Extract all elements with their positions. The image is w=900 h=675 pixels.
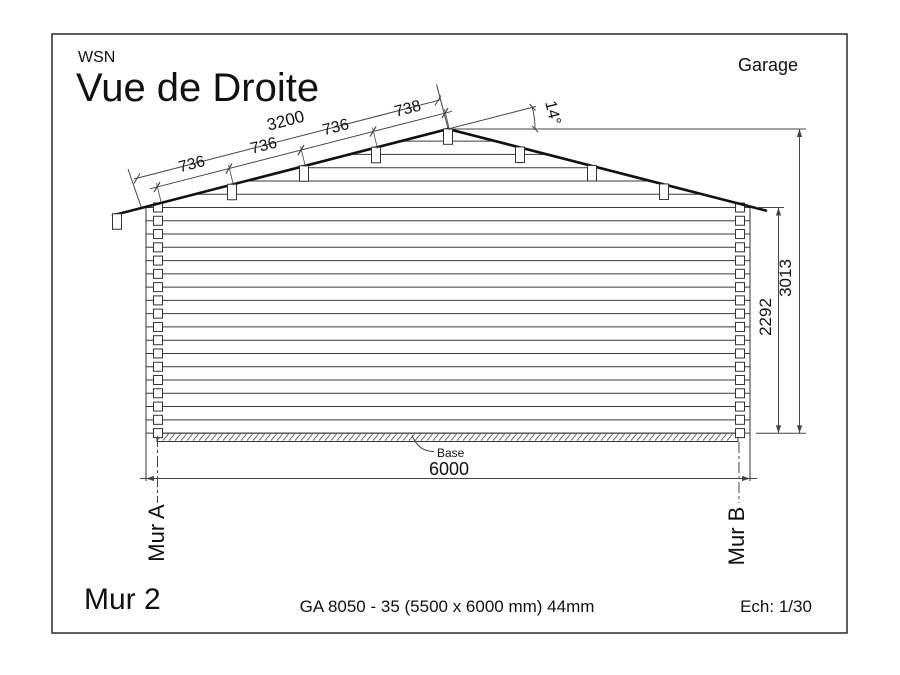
hatch-line [247, 434, 253, 441]
log-end-square [154, 216, 163, 225]
hatch-line [553, 434, 559, 441]
log-end-square [154, 243, 163, 252]
log-end-square [736, 336, 745, 345]
hatch-line [499, 434, 505, 441]
hatch-line [169, 434, 175, 441]
hatch-line [181, 434, 187, 441]
base-hatching [157, 434, 733, 441]
hatch-line [313, 434, 319, 441]
hatch-line [331, 434, 337, 441]
slope-total-tick-right [435, 96, 441, 106]
hatch-line [469, 434, 475, 441]
dim-736-label-3: 736 [320, 116, 351, 140]
hatch-line [535, 434, 541, 441]
hatch-line [379, 434, 385, 441]
hatch-line [457, 434, 463, 441]
hatch-line [685, 434, 691, 441]
log-end-square [154, 269, 163, 278]
hatch-line [511, 434, 517, 441]
hatch-line [433, 434, 439, 441]
hatch-line [235, 434, 241, 441]
page-title: Vue de Droite [76, 66, 320, 110]
dim-3013-label: 3013 [776, 259, 795, 297]
hatch-line [697, 434, 703, 441]
hatch-line [355, 434, 361, 441]
hatch-line [439, 434, 445, 441]
hatch-line [559, 434, 565, 441]
log-end-square [736, 256, 745, 265]
log-end-square [154, 230, 163, 239]
arrowhead [146, 476, 154, 481]
hatch-line [445, 434, 451, 441]
hatch-line [673, 434, 679, 441]
logo-text: WSN [78, 49, 116, 66]
dim-736-label-1: 736 [176, 153, 207, 177]
log-end-square [736, 296, 745, 305]
log-end-square [154, 376, 163, 385]
hatch-line [595, 434, 601, 441]
hatch-line [487, 434, 493, 441]
log-end-square [154, 283, 163, 292]
hatch-line [307, 434, 313, 441]
wall-planks [146, 208, 750, 434]
hatch-line [325, 434, 331, 441]
dim-6000-label: 6000 [428, 459, 470, 479]
hatch-line [349, 434, 355, 441]
log-end-square [154, 336, 163, 345]
log-end-square [154, 296, 163, 305]
arrowhead [776, 425, 781, 433]
hatch-line [187, 434, 193, 441]
hatch-line [523, 434, 529, 441]
hatch-line [295, 434, 301, 441]
hatch-line [253, 434, 259, 441]
hatch-line [463, 434, 469, 441]
angle-arc [532, 107, 535, 129]
arrowhead [797, 129, 802, 137]
hatch-line [277, 434, 283, 441]
hatch-line [583, 434, 589, 441]
hatch-line [403, 434, 409, 441]
log-end-square [736, 389, 745, 398]
hatch-line [229, 434, 235, 441]
hatch-line [385, 434, 391, 441]
hatch-line [367, 434, 373, 441]
log-end-square [736, 415, 745, 424]
log-end-square [154, 402, 163, 411]
hatch-line [301, 434, 307, 441]
log-end-square [736, 362, 745, 371]
purlin-block [372, 147, 381, 163]
hatch-line [589, 434, 595, 441]
hatch-line [619, 434, 625, 441]
hatch-line [649, 434, 655, 441]
hatch-line [715, 434, 721, 441]
hatch-line [397, 434, 403, 441]
hatch-line [217, 434, 223, 441]
hatch-line [541, 434, 547, 441]
hatch-line [721, 434, 727, 441]
hatch-line [601, 434, 607, 441]
hatch-line [691, 434, 697, 441]
hatch-line [661, 434, 667, 441]
hatch-line [667, 434, 673, 441]
log-end-square [154, 415, 163, 424]
purlin-block [444, 129, 453, 145]
roof-extension-line [448, 106, 536, 129]
hatch-line [415, 434, 421, 441]
log-end-square [736, 243, 745, 252]
bottom-center-label: GA 8050 - 35 (5500 x 6000 mm) 44mm [299, 597, 595, 616]
hatch-line [631, 434, 637, 441]
mur-b-label: Mur B [724, 506, 749, 566]
roof-angle-label: 14° [541, 99, 564, 127]
hatch-line [427, 434, 433, 441]
hatch-line [211, 434, 217, 441]
hatch-line [703, 434, 709, 441]
hatch-line [271, 434, 277, 441]
hatch-line [475, 434, 481, 441]
hatch-line [265, 434, 271, 441]
log-end-square [736, 349, 745, 358]
hatch-line [625, 434, 631, 441]
hatch-line [205, 434, 211, 441]
hatch-line [655, 434, 661, 441]
purlin-block [113, 214, 122, 230]
dim-2292-label: 2292 [756, 298, 775, 336]
hatch-line [679, 434, 685, 441]
log-end-square [736, 322, 745, 331]
hatch-line [547, 434, 553, 441]
log-end-square [154, 309, 163, 318]
purlin-block [660, 184, 669, 200]
hatch-line [391, 434, 397, 441]
hatch-line [421, 434, 427, 441]
log-end-square [736, 309, 745, 318]
hatch-line [727, 434, 733, 441]
log-end-square [154, 322, 163, 331]
dim-738-label: 738 [392, 97, 423, 121]
hatch-line [289, 434, 295, 441]
hatch-line [361, 434, 367, 441]
hatch-line [643, 434, 649, 441]
hatch-line [259, 434, 265, 441]
corner-label: Garage [737, 55, 799, 75]
log-end-square [736, 402, 745, 411]
arrowhead [742, 476, 750, 481]
hatch-line [577, 434, 583, 441]
hatch-line [319, 434, 325, 441]
scale-label: Ech: 1/30 [740, 597, 812, 616]
log-end-square [736, 376, 745, 385]
hatch-line [613, 434, 619, 441]
hatch-line [283, 434, 289, 441]
purlin-block [516, 147, 525, 163]
mur-a-label: Mur A [144, 504, 169, 562]
slope-dim-ext-apex [437, 85, 449, 129]
hatch-line [571, 434, 577, 441]
hatch-line [637, 434, 643, 441]
purlin-block [300, 166, 309, 182]
hatch-line [337, 434, 343, 441]
hatch-line [517, 434, 523, 441]
hatch-line [163, 434, 169, 441]
hatch-line [199, 434, 205, 441]
hatch-line [709, 434, 715, 441]
log-end-square [736, 283, 745, 292]
base-label: Base [437, 446, 465, 460]
hatch-line [481, 434, 487, 441]
log-end-square [154, 362, 163, 371]
hatch-line [451, 434, 457, 441]
arrowhead [797, 425, 802, 433]
log-end-square [736, 269, 745, 278]
hatch-line [529, 434, 535, 441]
log-end-square [154, 349, 163, 358]
purlin-block [228, 184, 237, 200]
arrowhead [776, 208, 781, 216]
dim-736-label-2: 736 [248, 134, 279, 158]
hatch-line [175, 434, 181, 441]
hatch-line [373, 434, 379, 441]
hatch-line [193, 434, 199, 441]
purlin-block [588, 165, 597, 181]
bottom-left-label: Mur 2 [84, 583, 161, 616]
log-end-square [154, 389, 163, 398]
log-end-square [154, 256, 163, 265]
roof-line [113, 129, 766, 215]
hatch-line [493, 434, 499, 441]
log-end-square [736, 429, 745, 438]
hatch-line [505, 434, 511, 441]
log-end-square [736, 216, 745, 225]
hatch-line [241, 434, 247, 441]
hatch-line [607, 434, 613, 441]
log-end-square [736, 230, 745, 239]
hatch-line [565, 434, 571, 441]
hatch-line [223, 434, 229, 441]
hatch-line [343, 434, 349, 441]
dim-3200-label: 3200 [264, 106, 307, 135]
log-end-squares [154, 203, 745, 438]
